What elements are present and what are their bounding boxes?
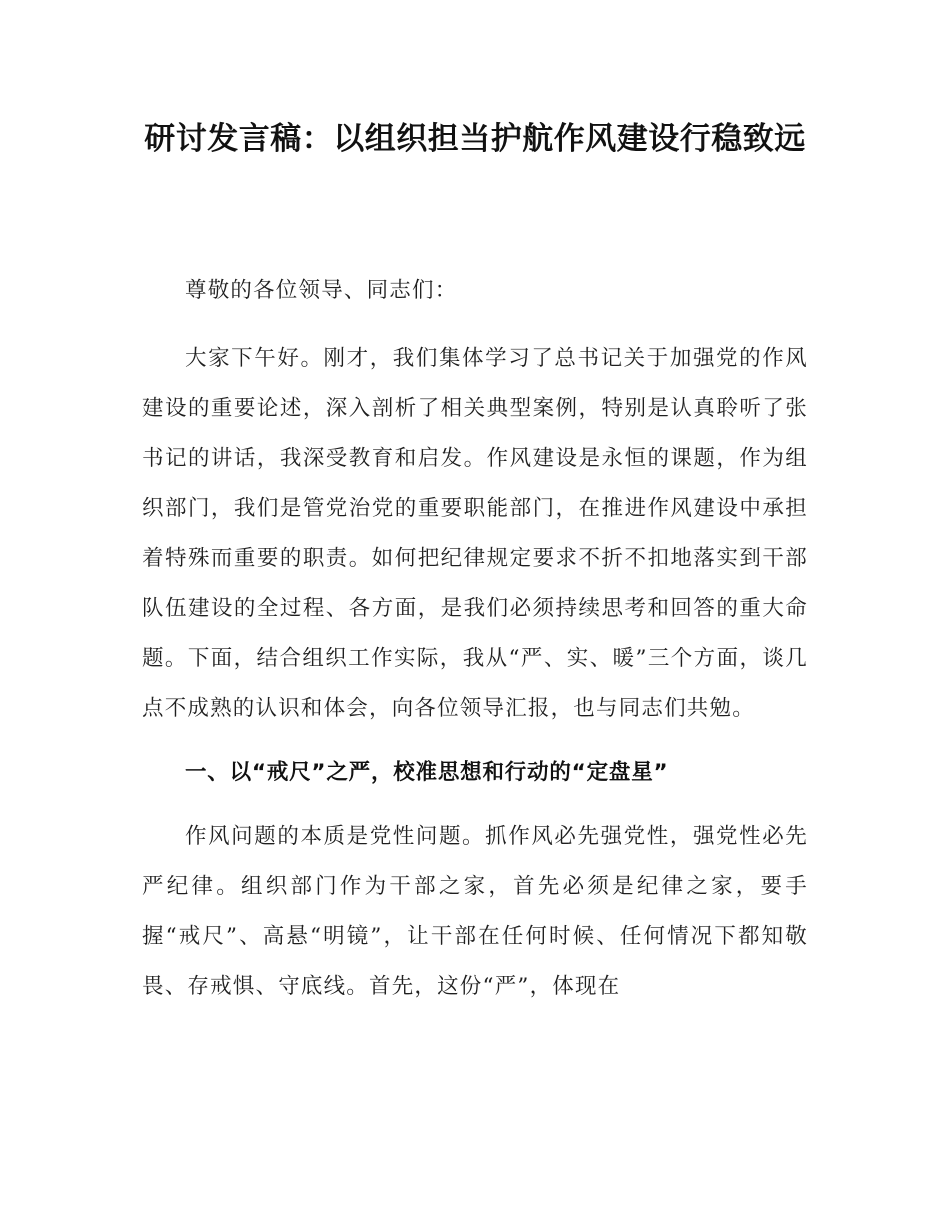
section-heading: 一、以“戒尺”之严，校准思想和行动的“定盘星” [185,760,669,785]
document-body [142,266,808,1012]
section-paragraph: 作风问题的本质是党性问题。抓作风必先强党性，强党性必先严纪律。组织部门作为干部之家，首先必须是纪律之家，要手握“戒尺”、高悬“明镜”，让干部在任何时候、任何情况下都知敬畏、存戒惧、守底线。首先，这份“严”，体现在 [142,824,808,999]
intro-paragraph: 大家下午好。刚才，我们集体学习了总书记关于加强党的作风建设的重要论述，深入剖析了相关典型案例，特别是认真聆听了张书记的讲话，我深受教育和启发。作风建设是永恒的课题，作为组织部门，我们是管党治党的重要职能部门，在推进作风建设中承担着特殊而重要的职责。如何把纪律规定要求不折不扣地落实到干部队伍建设的全过程、各方面，是我们必须持续思考和回答的重大命题。下面，结合组织工作实际，我从“严、实、暖”三个方面，谈几点不成熟的认识和体会，向各位领导汇报，也与同志们共勉。 [142,346,808,721]
greeting-paragraph: 尊敬的各位领导、同志们： [185,278,458,303]
document-title: 研讨发言稿：以组织担当护航作风建设行稳致远 [144,121,806,157]
